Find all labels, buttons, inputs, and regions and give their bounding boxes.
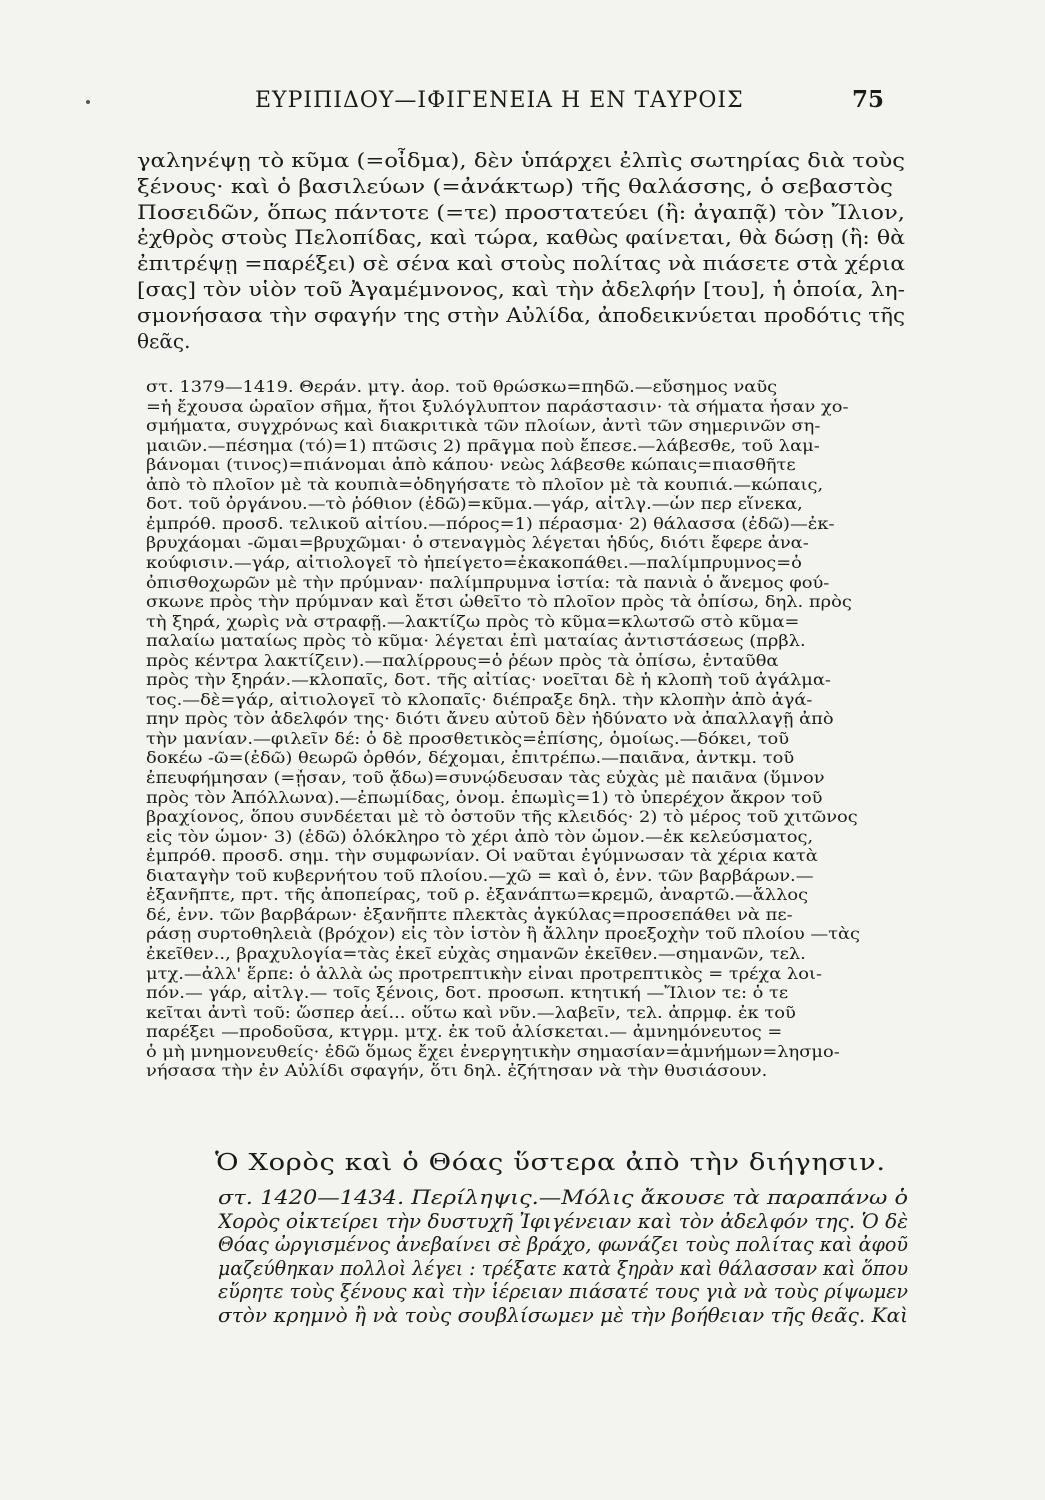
scan-speck [86, 100, 90, 104]
commentary-line: [σας] τὸν υἱὸν τοῦ Ἀγαμέμνονος, καὶ τὴν ἀδελφήν [του], ἡ ὁποία, λη- [137, 277, 905, 301]
note-line: παρέξει —προδοῦσα, κτγρμ. μτχ. ἐκ τοῦ ἁλίσκεται.— ἀμνημόνευτος = [146, 1023, 783, 1042]
note-line: εἰς τὸν ὦμον· 3) (ἐδῶ) ὁλόκληρο τὸ χέρι ἀπὸ τὸν ὦμον.—ἐκ κελεύσματος, [146, 827, 814, 846]
summary-line: στὸν κρημνὸ ἢ νὰ τοὺς σουβλίσωμεν μὲ τὴν βοήθειαν τῆς θεᾶς. Καὶ [218, 1303, 909, 1327]
note-line: τὴν μανίαν.—φιλεῖν δέ: ὁ δὲ προσθετικὸς=ἐπίσης, ὁμοίως.—δόκει, τοῦ [146, 729, 790, 748]
note-line: τὴ ξηρά, χωρὶς νὰ στραφῇ.—λακτίζω πρὸς τὸ κῦμα=κλωτσῶ στὸ κῦμα= [146, 612, 800, 631]
note-line: πρὸς κέντρα λακτίζειν).—παλίρρους=ὁ ῥέων πρὸς τὰ ὀπίσω, ἐνταῦθα [146, 651, 779, 670]
note-line: πην πρὸς τὸν ἀδελφόν της· διότι ἄνευ αὐτοῦ δὲν ἠδύνατο νὰ ἀπαλλαγῇ ἀπὸ [146, 710, 834, 729]
note-line: ἐμπρόθ. προσδ. τελικοῦ αἰτίου.—πόρος=1) πέρασμα· 2) θάλασσα (ἐδῶ)—ἐκ- [146, 514, 835, 533]
note-line: ἀπὸ τὸ πλοῖον μὲ τὰ κουπιὰ=ὁδηγήσατε τὸ πλοῖον μὲ τὰ κουπιά.—κώπαις, [146, 475, 824, 494]
summary-line: μαζεύθηκαν πολλοὶ λέγει : τρέξατε κατὰ ξηρὰν καὶ θάλασσαν καὶ ὅπου [218, 1255, 909, 1280]
note-line: =ἡ ἔχουσα ὡραῖον σῆμα, ἤτοι ξυλόγλυπτον παράστασιν· τὰ σήματα ἦσαν χο- [146, 397, 849, 416]
summary-line: Χορὸς οἰκτείρει τὴν δυστυχῆ Ἰφιγένειαν καὶ τὸν ἀδελφόν της. Ὁ δὲ [218, 1208, 909, 1233]
note-line: βάνομαι (τινος)=πιάνομαι ἀπὸ κάπου· νεὼς λάβεσθε κώπαις=πιασθῆτε [146, 456, 796, 475]
note-line: ράσῃ συρτοθηλειὰ (βρόχον) εἰς τὸν ἱστὸν ἢ ἄλλην προεξοχὴν τοῦ πλοίου —τὰς [146, 925, 861, 944]
note-line: βραχίονος, ὅπου συνδέεται μὲ τὸ ὀστοῦν τῆς κλειδός· 2) τὸ μέρος τοῦ χιτῶνος [146, 808, 858, 827]
note-line: ἐπευφήμησαν (=ᾖσαν, τοῦ ᾄδω)=συνῴδευσαν τὰς εὐχὰς μὲ παιᾶνα (ὕμνον [146, 769, 825, 787]
note-line: πρὸς τὴν ξηράν.—κλοπαῖς, δοτ. τῆς αἰτίας· νοεῖται δὲ ἡ κλοπὴ τοῦ ἀγάλμα- [146, 671, 831, 690]
note-line: ἐκεῖθεν.., βραχυλογία=τὰς ἐκεῖ εὐχὰς σημανῶν ἐκεῖθεν.—σημανῶν, τελ. [146, 944, 806, 963]
note-line: δοκέω -ῶ=(ἐδῶ) θεωρῶ ὀρθόν, δέχομαι, ἐπιτρέπω.—παιᾶνα, ἀντκμ. τοῦ [146, 749, 795, 768]
section-heading: Ὁ Χορὸς καὶ ὁ Θόας ὕστερα ἀπὸ τὴν διήγησιν. [215, 1150, 886, 1176]
running-header: ΕΥΡΙΠΙΔΟΥ—ΙΦΙΓΕΝΕΙΑ Η ΕΝ ΤΑΥΡΟΙΣ [255, 88, 744, 113]
note-line: τος.—δὲ=γάρ, αἰτιολογεῖ τὸ κλοπαῖς· διέπραξε δηλ. τὴν κλοπὴν ἀπὸ ἀγά- [146, 690, 813, 709]
commentary-line: γαληνέψῃ τὸ κῦμα (=οἶδμα), δὲν ὑπάρχει ἐλπὶς σωτηρίας διὰ τοὺς [137, 148, 905, 172]
note-line: σκωνε πρὸς τὴν πρύμναν καὶ ἔτσι ὠθεῖτο τὸ πλοῖον πρὸς τὰ ὀπίσω, δηλ. πρὸς [146, 593, 852, 612]
note-line: νήσασα τὴν ἐν Αὐλίδι σφαγήν, ὅτι δηλ. ἐζήτησαν νὰ τὴν θυσιάσουν. [146, 1062, 768, 1081]
summary-line: στ. 1420—1434. Περίληψις.—Μόλις ἄκουσε τὰ παραπάνω ὁ [218, 1185, 908, 1209]
summary-line: εὕρητε τοὺς ξένους καὶ τὴν ἱέρειαν πιάσατέ τους γιὰ νὰ τοὺς ρίψωμεν [218, 1279, 909, 1304]
note-line: μτχ.—ἀλλ' ἕρπε: ὁ ἀλλὰ ὡς προτρεπτικὴν εἶναι προτρεπτικὸς = τρέχα λοι- [146, 964, 822, 983]
note-line: πρὸς τὸν Ἀπόλλωνα).—ἐπωμίδας, ὀνομ. ἐπωμὶς=1) τὸ ὑπερέχον ἄκρον τοῦ [146, 788, 823, 807]
note-line: σμήματα, συγχρόνως καὶ διακριτικὰ τῶν πλοίων, ἀντὶ τῶν σημερινῶν ση- [146, 417, 821, 436]
commentary-line: ξένους· καὶ ὁ βασιλεύων (=ἀνάκτωρ) τῆς θαλάσσης, ὁ σεβαστὸς [137, 173, 893, 198]
note-line: ἐξανῆπτε, πρτ. τῆς ἀποπείρας, τοῦ ρ. ἐξανάπτω=κρεμῶ, ἀναρτῶ.—ἄλλος [146, 886, 809, 905]
note-line: δοτ. τοῦ ὀργάνου.—τὸ ῥόθιον (ἐδῶ)=κῦμα.—γάρ, αἰτλγ.—ὧν περ εἵνεκα, [146, 495, 803, 514]
note-line: ὁ μὴ μνημονευθείς· ἐδῶ ὅμως ἔχει ἐνεργητικὴν σημασίαν=ἀμνήμων=λησμο- [146, 1042, 840, 1061]
commentary-line: ἐπιτρέψῃ =παρέξει) σὲ σένα καὶ στοὺς πολίτας νὰ πιάσετε στὰ χέρια [137, 251, 906, 276]
note-line: βρυχάομαι -ῶμαι=βρυχῶμαι· ὁ στεναγμὸς λέγεται ἡδύς, διότι ἔφερε ἀνα- [146, 534, 809, 553]
note-line: στ. 1379—1419. Θεράν. μτγ. ἀορ. τοῦ θρώσκω=πηδῶ.—εὔσημος ναῦς [146, 378, 778, 396]
commentary-line: θεᾶς. [137, 328, 191, 353]
note-line: διαταγὴν τοῦ κυβερνήτου τοῦ πλοίου.—χῶ = καὶ ὁ, ἐνν. τῶν βαρβάρων.— [146, 866, 814, 885]
note-line: μαιῶν.—πέσημα (τό)=1) πτῶσις 2) πρᾶγμα ποὺ ἔπεσε.—λάβεσθε, τοῦ λαμ- [146, 436, 820, 455]
commentary-line: Ποσειδῶν, ὅπως πάντοτε (=τε) προστατεύει (ἢ: ἀγαπᾷ) τὸν Ἴλιον, [137, 199, 906, 224]
note-line: δέ, ἐνν. τῶν βαρβάρων· ἐξανῆπτε πλεκτὰς ἀγκύλας=προσεπάθει νὰ πε- [146, 905, 793, 924]
note-line: ὀπισθοχωρῶν μὲ τὴν πρύμναν· παλίμπρυμνα ἱστία: τὰ πανιὰ ὁ ἄνεμος φού- [146, 573, 830, 592]
page-number: 75 [852, 86, 885, 113]
commentary-line: σμονήσασα τὴν σφαγήν της στὴν Αὐλίδα, ἀποδεικνύεται προδότις τῆς [137, 302, 906, 327]
note-line: πόν.— γάρ, αἰτλγ.— τοῖς ξένοις, δοτ. προσωπ. κτητική —Ἴλιον τε: ὁ τε [146, 984, 789, 1003]
note-line: παλαίω ματαίως πρὸς τὸ κῦμα· λέγεται ἐπὶ ματαίας ἀντιστάσεως (πρβλ. [146, 632, 806, 651]
commentary-line: ἐχθρὸς στοὺς Πελοπίδας, καὶ τώρα, καθὼς φαίνεται, θὰ δώσῃ (ἢ: θὰ [137, 225, 905, 250]
note-line: κούφισιν.—γάρ, αἰτιολογεῖ τὸ ἠπείγετο=ἐκακοπάθει.—παλίμπρυμνος=ὁ [146, 553, 802, 572]
note-line: κεῖται ἀντὶ τοῦ: ὥσπερ ἀεί... οὕτω καὶ νῦν.—λαβεῖν, τελ. ἀπρμφ. ἐκ τοῦ [146, 1003, 796, 1022]
note-line: ἐμπρόθ. προσδ. σημ. τὴν συμφωνίαν. Οἱ ναῦται ἐγύμνωσαν τὰ χέρια κατὰ [146, 847, 818, 866]
summary-line: Θόας ὠργισμένος ἀνεβαίνει σὲ βράχο, φωνάζει τοὺς πολίτας καὶ ἀφοῦ [218, 1232, 908, 1257]
